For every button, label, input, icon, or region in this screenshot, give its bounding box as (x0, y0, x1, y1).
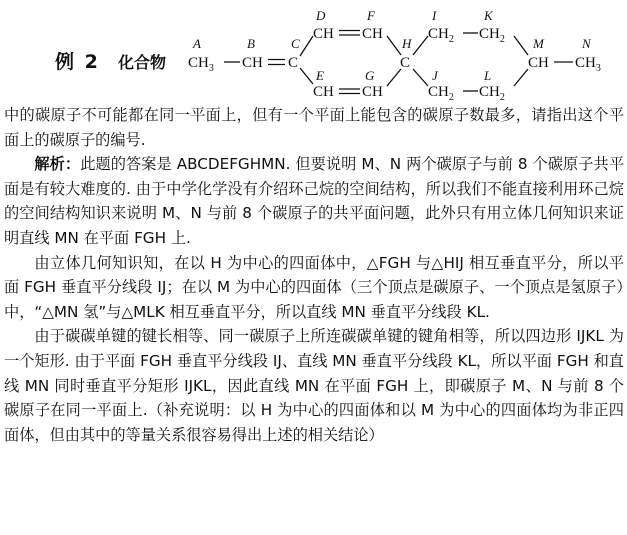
group-c-h: C (400, 55, 411, 71)
rectangle-paragraph: 由于碳碳单键的键长相等、同一碳原子上所连碳碳单键的键角相等，所以四边形 IJKL 为一个矩形. 由于平面 FGH 垂直平分线段 IJ、直线 MN 垂直平分线段 KL，所以平面 FGH 和直线 MN 同时垂直平分矩形 IJKL，因此直线 MN 在平面 FGH 上，即碳原子 M、N 与前 8 个碳原子在同一平面上.（补充说明：以 H 为中心的四面体和以 M 为中心的四面体均为非正四面体，但由其中的等量关系很容易得出上述的相关结论） (4, 327, 624, 444)
group-ch-d: CH (313, 26, 334, 42)
molecule-structure (0, 0, 627, 102)
group-ch2-l: $CH_2$ (479, 84, 505, 102)
atom-label-j: J (432, 68, 438, 83)
atom-label-g: G (365, 68, 375, 83)
example-word: 化合物 (118, 53, 167, 72)
atom-label-h: H (402, 36, 412, 51)
analysis-paragraph (4, 152, 624, 250)
group-ch3-right: $CH_3$ (575, 55, 601, 74)
solution-text (4, 103, 624, 447)
atom-label-e: E (316, 68, 324, 83)
analysis-label: 解析： (34, 155, 81, 174)
group-ch2-k: $CH_2$ (479, 26, 505, 45)
atom-label-c: C (291, 36, 300, 51)
question-continuation: 中的碳原子不可能都在同一平面上，但有一个平面上能包含的碳原子数最多，请指出这个平面上的碳原子的编号. (4, 106, 624, 149)
group-ch-f: CH (362, 26, 383, 42)
bond-c-e (300, 68, 313, 84)
group-ch2-j: $CH_2$ (428, 84, 454, 102)
bond-h-i (413, 36, 428, 55)
atom-label-k: K (484, 8, 493, 23)
atom-label-d: D (316, 8, 326, 23)
atom-label-m: M (533, 36, 544, 51)
atom-label-b: B (247, 36, 255, 51)
atom-label-n: N (582, 36, 591, 51)
atom-label-l: L (484, 68, 492, 83)
example-number: 例 2 (55, 51, 100, 73)
bond-g-h (387, 69, 401, 86)
group-ch-b: CH (242, 55, 263, 71)
atom-label-i: I (432, 8, 437, 23)
bond-f-h (387, 36, 401, 55)
group-ch-e: CH (313, 84, 334, 100)
group-ch-g: CH (362, 84, 383, 100)
example-header (0, 0, 627, 102)
analysis-body: 此题的答案是 ABCDEFGHMN. 但要说明 M、N 两个碳原子与前 8 个碳原子共平面是有较大难度的. 由于中学化学没有介绍环己烷的空间结构，所以我们不能直接利用环己烷的空间结构知识来说明 M、N 与前 8 个碳原子的共平面问题，此外只有用立体几何知识来证明直线 MN 在平面 FGH 上. (4, 155, 625, 247)
group-ch-m: CH (528, 55, 549, 71)
atom-label-a: A (193, 36, 201, 51)
group-ch3-left: $CH_3$ (188, 55, 214, 74)
group-c-c: C (288, 55, 299, 71)
atom-label-f: F (367, 8, 375, 23)
group-ch2-i: $CH_2$ (428, 26, 454, 45)
bond-l-m (514, 69, 528, 86)
geometry-paragraph: 由立体几何知识知，在以 H 为中心的四面体中，△FGH 与△HIJ 相互垂直平分，所以平面 FGH 垂直平分线段 IJ；在以 M 为中心的四面体（三个顶点是碳原子、一个顶点是氢原子）中，“△MN 氢”与△MLK 相互垂直平分，所以直线 MN 垂直平分线段 KL. (4, 253, 624, 321)
bond-k-m (514, 36, 528, 55)
bond-c-d (300, 36, 313, 56)
bond-h-j (413, 69, 428, 86)
